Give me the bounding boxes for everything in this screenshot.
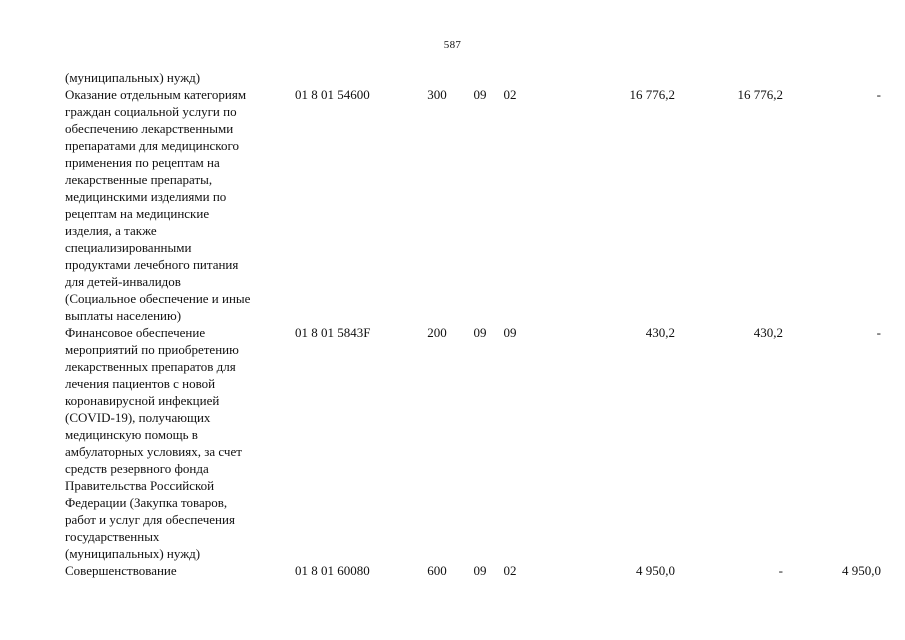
page-number: 587	[443, 39, 462, 51]
row-rz	[465, 69, 495, 86]
row-vr: 200	[427, 325, 447, 340]
row-name: (муниципальных) нужд)	[65, 70, 201, 85]
row-vr: 300	[427, 87, 447, 102]
row-sum-2: -	[778, 563, 783, 578]
row-pr	[495, 69, 525, 86]
row-name: Оказание отдельным категориям граждан социальной услуги по обеспечению лекарственными препаратами для медицинского применения по рецептам на лекарственные препараты, медицинскими изделиями по рецептам на медицинские изделия, а также специализированными продуктами лечебного питания для детей-инвалидов (Социальное обеспечение и иные выплаты населению)	[65, 87, 251, 323]
row-sum-2: 430,2	[753, 325, 783, 340]
table-row	[65, 562, 881, 579]
row-code: 01 8 01 5843F	[295, 325, 371, 340]
row-vr	[409, 69, 465, 86]
row-pr: 02	[503, 563, 517, 578]
budget-table	[65, 69, 881, 579]
row-pr: 02	[503, 87, 517, 102]
row-sum-3	[783, 69, 881, 86]
row-sum-1: 16 776,2	[629, 87, 675, 102]
row-code: 01 8 01 54600	[295, 87, 370, 102]
row-sum-2: 16 776,2	[737, 87, 783, 102]
row-sum-3: -	[876, 87, 881, 102]
table-row	[65, 324, 881, 562]
row-code: 01 8 01 60080	[295, 563, 370, 578]
table-row	[65, 86, 881, 324]
row-sum-2	[675, 69, 783, 86]
row-name: Совершенствование	[65, 563, 177, 578]
row-sum-1: 430,2	[645, 325, 675, 340]
row-rz: 09	[473, 563, 487, 578]
row-rz: 09	[473, 325, 487, 340]
row-rz: 09	[473, 87, 487, 102]
row-pr: 09	[503, 325, 517, 340]
row-sum-1	[525, 69, 675, 86]
row-vr: 600	[427, 563, 447, 578]
row-name: Финансовое обеспечение мероприятий по приобретению лекарственных препаратов для лечения пациентов с новой коронавирусной инфекцией (COVID-19), получающих медицинскую помощь в амбулаторных условиях, за счет средств резервного фонда Правительства Российской Федерации (Закупка товаров, работ и услуг для обеспечения государственных (муниципальных) нужд)	[65, 325, 242, 561]
row-sum-3: -	[876, 325, 881, 340]
row-sum-3: 4 950,0	[842, 563, 881, 578]
row-code	[293, 69, 409, 86]
row-sum-1: 4 950,0	[636, 563, 675, 578]
table-row	[65, 69, 881, 86]
